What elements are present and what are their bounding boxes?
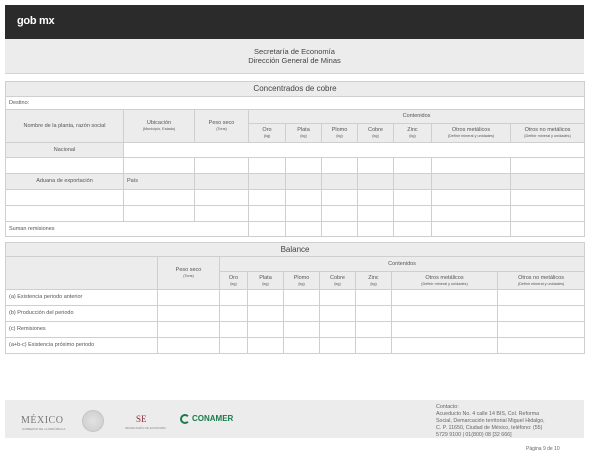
table-cell[interactable] xyxy=(220,322,248,338)
contenidos-header: Contenidos xyxy=(249,110,585,124)
table-cell[interactable] xyxy=(6,158,124,174)
balance-col-plomo-header: Plomo (kg) xyxy=(284,272,320,290)
footer xyxy=(5,400,584,438)
table-cell[interactable] xyxy=(498,290,585,306)
gobmx-logo[interactable]: gob mx xyxy=(17,15,55,27)
table-cell[interactable] xyxy=(286,206,322,222)
table-cell[interactable] xyxy=(124,158,195,174)
nacional-label: Nacional xyxy=(6,143,124,158)
col-cobre-header: Cobre (kg) xyxy=(358,124,394,143)
destino-label: Destino: xyxy=(6,97,585,110)
table-cell[interactable] xyxy=(195,190,249,206)
balance-row-produccion: (b) Producción del periodo xyxy=(6,306,158,322)
table-cell[interactable] xyxy=(356,306,392,322)
table-cell[interactable] xyxy=(322,206,358,222)
nacional-cell[interactable] xyxy=(124,143,585,158)
header-bar xyxy=(5,5,584,39)
balance-col-oro-header: Oro (kg) xyxy=(220,272,248,290)
contact-line: C. P. 11650, Ciudad de México, teléfono: (55) xyxy=(436,424,543,431)
table-cell[interactable] xyxy=(358,222,394,237)
table-cell[interactable] xyxy=(220,338,248,354)
table-cell[interactable] xyxy=(356,338,392,354)
table-row xyxy=(6,190,585,206)
se-logo-sub: SECRETARÍA DE ECONOMÍA xyxy=(125,426,166,430)
concentrados-title: Concentrados de cobre xyxy=(6,82,585,97)
table-cell[interactable] xyxy=(195,174,249,190)
balance-contenidos-header: Contenidos xyxy=(220,257,585,272)
table-cell[interactable] xyxy=(394,158,432,174)
table-cell[interactable] xyxy=(158,338,220,354)
balance-blank-header xyxy=(6,257,158,290)
table-cell[interactable] xyxy=(394,190,432,206)
table-cell[interactable] xyxy=(248,322,284,338)
table-cell[interactable] xyxy=(392,290,498,306)
balance-col-cobre-header: Cobre (kg) xyxy=(320,272,356,290)
table-cell[interactable] xyxy=(498,306,585,322)
balance-row-existencia-proximo: (a+b-c) Existencia próximo periodo xyxy=(6,338,158,354)
table-cell[interactable] xyxy=(358,206,394,222)
col-plata-header: Plata (kg) xyxy=(286,124,322,143)
table-cell[interactable] xyxy=(248,306,284,322)
mexico-logo-sub: GOBIERNO DE LA REPÚBLICA xyxy=(22,427,66,431)
table-cell[interactable] xyxy=(394,206,432,222)
contact-block xyxy=(436,404,576,439)
table-cell[interactable] xyxy=(322,158,358,174)
table-cell[interactable] xyxy=(6,190,124,206)
table-cell[interactable] xyxy=(284,322,320,338)
table-cell[interactable] xyxy=(124,206,195,222)
table-cell[interactable] xyxy=(358,190,394,206)
table-cell[interactable] xyxy=(220,306,248,322)
table-cell[interactable] xyxy=(284,306,320,322)
table-cell[interactable] xyxy=(511,222,585,237)
table-cell[interactable] xyxy=(195,158,249,174)
se-logo: SE xyxy=(136,414,147,424)
table-cell[interactable] xyxy=(249,190,286,206)
table-cell[interactable] xyxy=(322,174,358,190)
table-cell[interactable] xyxy=(320,306,356,322)
table-cell[interactable] xyxy=(358,174,394,190)
contact-line: 5729 9100 | 01(800) 08 [32 666] xyxy=(436,431,512,438)
table-cell[interactable] xyxy=(286,174,322,190)
table-cell[interactable] xyxy=(432,174,511,190)
table-cell[interactable] xyxy=(249,206,286,222)
col-plomo-header: Plomo (kg) xyxy=(322,124,358,143)
col-planta-header: Nombre de la planta, razón social xyxy=(6,110,124,143)
balance-row-remisiones: (c) Remisiones xyxy=(6,322,158,338)
table-cell[interactable] xyxy=(511,190,585,206)
balance-table xyxy=(5,242,585,354)
col-otros-no-metalicos-header: Otros no metálicos (Definir mineral y unidades) xyxy=(511,124,585,143)
page-number: Página 9 de 10 xyxy=(526,446,560,452)
table-cell[interactable] xyxy=(284,290,320,306)
table-row xyxy=(6,158,585,174)
table-cell[interactable] xyxy=(322,222,358,237)
table-cell[interactable] xyxy=(498,322,585,338)
table-cell[interactable] xyxy=(158,290,220,306)
table-cell[interactable] xyxy=(392,306,498,322)
table-cell[interactable] xyxy=(358,158,394,174)
table-cell[interactable] xyxy=(511,174,585,190)
col-peso-header: Peso seco (Tons) xyxy=(195,110,249,143)
aduana-label: Aduana de exportación xyxy=(6,174,124,190)
balance-col-plata-header: Plata (kg) xyxy=(248,272,284,290)
table-cell[interactable] xyxy=(286,222,322,237)
table-cell[interactable] xyxy=(286,190,322,206)
heading-band xyxy=(5,39,584,74)
contact-line: Social, Demarcación territorial Miguel Hidalgo, xyxy=(436,417,545,424)
table-cell[interactable] xyxy=(158,322,220,338)
col-zinc-header: Zinc (kg) xyxy=(394,124,432,143)
table-cell[interactable] xyxy=(158,306,220,322)
table-cell[interactable] xyxy=(284,338,320,354)
table-cell[interactable] xyxy=(320,338,356,354)
table-cell[interactable] xyxy=(511,158,585,174)
table-cell[interactable] xyxy=(320,322,356,338)
table-cell[interactable] xyxy=(394,222,432,237)
table-cell[interactable] xyxy=(6,206,124,222)
table-cell[interactable] xyxy=(286,158,322,174)
balance-col-otros-no-metalicos-header: Otros no metálicos (Definir mineral y unidades) xyxy=(498,272,585,290)
table-cell[interactable] xyxy=(432,222,511,237)
table-cell[interactable] xyxy=(432,190,511,206)
table-cell[interactable] xyxy=(124,190,195,206)
balance-col-zinc-header: Zinc (kg) xyxy=(356,272,392,290)
table-cell[interactable] xyxy=(511,206,585,222)
conamer-icon xyxy=(180,414,190,424)
table-cell[interactable] xyxy=(394,174,432,190)
table-cell[interactable] xyxy=(249,158,286,174)
balance-col-otros-metalicos-header: Otros metálicos (Definir mineral y unidades) xyxy=(392,272,498,290)
table-cell[interactable] xyxy=(220,290,248,306)
mexico-logo: MÉXICO xyxy=(21,415,64,426)
table-cell[interactable] xyxy=(356,322,392,338)
col-ubicacion-header: Ubicación (Municipio, Estado) xyxy=(124,110,195,143)
table-cell[interactable] xyxy=(322,190,358,206)
balance-title: Balance xyxy=(6,243,585,257)
table-cell[interactable] xyxy=(320,290,356,306)
table-cell[interactable] xyxy=(249,174,286,190)
table-cell[interactable] xyxy=(432,206,511,222)
contact-title: Contacto: xyxy=(436,404,459,410)
balance-row-existencia-anterior: (a) Existencia periodo anterior xyxy=(6,290,158,306)
table-cell[interactable] xyxy=(392,338,498,354)
table-cell[interactable] xyxy=(248,290,284,306)
table-cell[interactable] xyxy=(392,322,498,338)
table-cell[interactable] xyxy=(498,338,585,354)
table-cell[interactable] xyxy=(195,206,249,222)
conamer-logo: CONAMER xyxy=(192,414,234,423)
col-oro-header: Oro (kg) xyxy=(249,124,286,143)
table-cell[interactable] xyxy=(249,222,286,237)
table-cell[interactable] xyxy=(356,290,392,306)
heading-direccion: Dirección General de Minas xyxy=(248,56,341,65)
concentrados-table xyxy=(5,81,585,237)
heading-secretaria: Secretaría de Economía xyxy=(254,47,335,56)
col-otros-metalicos-header: Otros metálicos (Definir mineral y unidades) xyxy=(432,124,511,143)
contact-line: Acueducto No. 4 calle 14 BIS, Col. Reforma xyxy=(436,410,540,417)
table-cell[interactable] xyxy=(432,158,511,174)
suman-remisiones-label: Suman remisiones xyxy=(6,222,249,237)
table-cell[interactable] xyxy=(248,338,284,354)
pais-label: País xyxy=(124,174,195,190)
seal-icon xyxy=(82,410,104,432)
balance-col-peso-header: Peso seco (Tons) xyxy=(158,257,220,290)
table-row xyxy=(6,206,585,222)
